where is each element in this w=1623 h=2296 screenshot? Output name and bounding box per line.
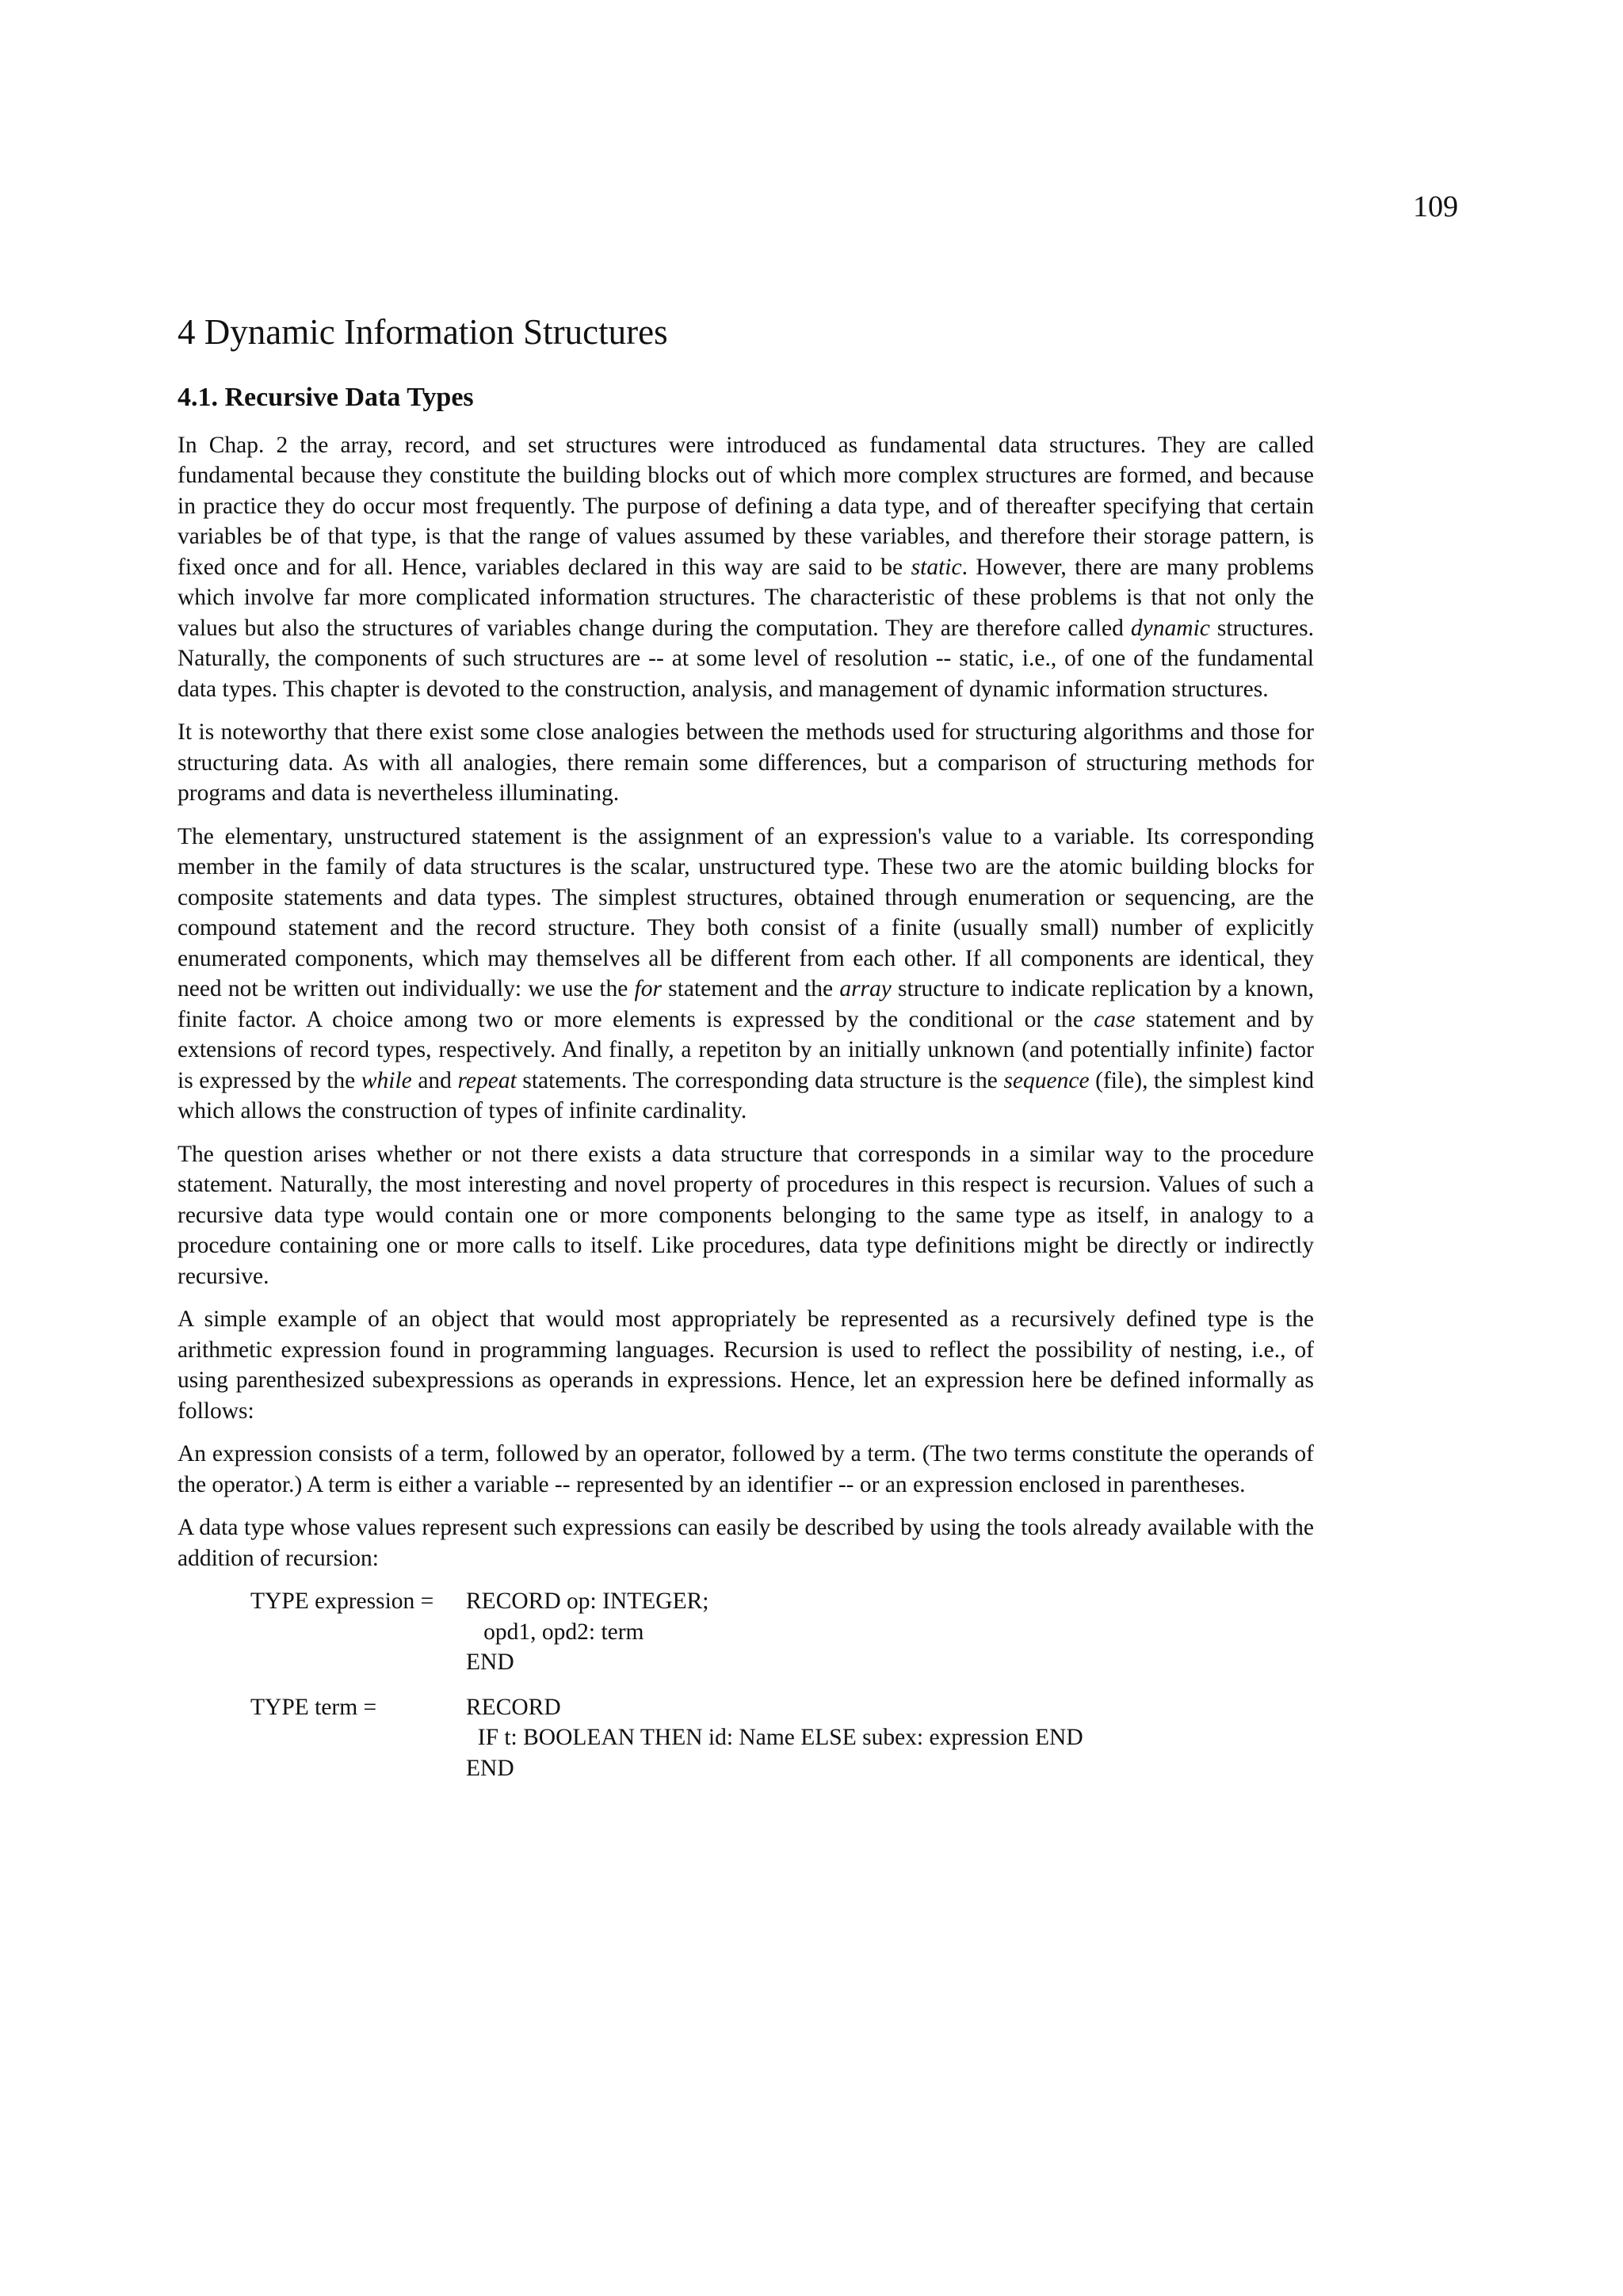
paragraph-text: The elementary, unstructured statement is the assignment of an expression's value to a variable. Its corresponding member in the family of data structures is the scalar, unstructured type. These two are the atomic building blocks for composite statements and data types. The simplest structures, obtained through enumeration or sequencing, are the compound statement and the record structure. They both consist of a finite (usually small) number of explicitly enumerated components, which may themselves all be different from each other. If all components are identical, they need not be written out individually: we use the — [178, 823, 1314, 1002]
paragraph — [178, 1139, 1314, 1292]
emphasis-text: static — [911, 554, 962, 580]
paragraph-text: The question arises whether or not there exists a data structure that corresponds in a similar way to the procedure statement. Naturally, the most interesting and novel property of procedures in this respect is recursion. Values of such a recursive data type would contain one or more components belonging to the same type as itself, in analogy to a procedure containing one or more calls to itself. Like procedures, data type definitions might be directly or indirectly recursive. — [178, 1141, 1314, 1289]
paragraph — [178, 1439, 1314, 1500]
paragraph-text: . However, there are many problems which involve far more complicated information structures. The characteristic of these problems is that not only the values but also the structures of variables change during the computation. They are therefore called — [178, 554, 1314, 641]
paragraph — [178, 1304, 1314, 1426]
paragraph-text: and — [411, 1067, 458, 1093]
paragraph — [178, 430, 1314, 705]
section-title: 4.1. Recursive Data Types — [178, 383, 474, 412]
paragraph-text: (file), the simplest kind which allows the construction of types of infinite cardinality. — [178, 1067, 1315, 1124]
paragraph-text: It is noteworthy that there exist some close analogies between the methods used for structuring algorithms and those for structuring data. As with all analogies, there remain some differences, but a comparison of structuring methods for programs and data is nevertheless illuminating. — [178, 719, 1314, 807]
type-definition — [466, 1586, 1314, 1678]
code-line: RECORD — [466, 1694, 561, 1720]
chapter-title: 4 Dynamic Information Structures — [178, 312, 668, 352]
type-name: TYPE expression = — [250, 1589, 434, 1615]
paragraph-text: statement and by extensions of record types, respectively. And finally, a repetiton by an initially unknown (and potentially infinite) factor is expressed by the — [178, 1006, 1315, 1093]
paragraph-text: structures. Naturally, the components of such structures are -- at some level of resolution -- static, i.e., of one of the fundamental data types. This chapter is devoted to the construction, analysis, and management of dynamic information structures. — [178, 615, 1314, 702]
emphasis-text: case — [1094, 1006, 1136, 1032]
emphasis-text: repeat — [457, 1067, 517, 1093]
emphasis-text: dynamic — [1130, 615, 1210, 641]
type-name: TYPE term = — [250, 1694, 377, 1720]
body-text — [178, 430, 1314, 1574]
page-content — [178, 311, 1314, 1798]
code-line: IF t: BOOLEAN THEN id: Name ELSE subex: expression END — [466, 1725, 1083, 1751]
code-line: opd1, opd2: term — [466, 1619, 644, 1645]
emphasis-text: array — [839, 976, 892, 1002]
type-declaration — [250, 1586, 1314, 1678]
code-line: END — [466, 1650, 514, 1676]
paragraph-text: An expression consists of a term, followed by an operator, followed by a term. (The two terms constitute the operands of the operator.) A term is either a variable -- represented by an identifier -- or an expression enclosed in parentheses. — [178, 1441, 1314, 1497]
paragraph-text: statements. The corresponding data structure is the — [516, 1067, 1004, 1093]
type-declaration — [250, 1692, 1314, 1784]
code-line: END — [466, 1755, 514, 1781]
paragraph-text: statement and the — [661, 976, 840, 1002]
emphasis-text: sequence — [1003, 1067, 1090, 1093]
paragraph — [178, 822, 1314, 1127]
paragraph — [178, 1512, 1314, 1573]
page-number: 109 — [1413, 190, 1458, 223]
paragraph-text: In Chap. 2 the array, record, and set structures were introduced as fundamental data structures. They are called fundamental because they constitute the building blocks out of which more complex structures are formed, and because in practice they do occur most frequently. The purpose of defining a data type, and of thereafter specifying that certain variables be of that type, is that the range of values assumed by these variables, and therefore their storage pattern, is fixed once and for all. Hence, variables declared in this way are said to be — [178, 432, 1314, 580]
paragraph-text: A data type whose values represent such expressions can easily be described by using the tools already available with the addition of recursion: — [178, 1515, 1314, 1571]
type-definition — [466, 1692, 1314, 1784]
code-line: RECORD op: INTEGER; — [466, 1589, 709, 1615]
emphasis-text: while — [361, 1067, 412, 1093]
paragraph-text: A simple example of an object that would most appropriately be represented as a recursively defined type is the arithmetic expression found in programming languages. Recursion is used to reflect the possibility of nesting, i.e., of using parenthesized subexpressions as operands in expressions. Hence, let an expression here be defined informally as follows: — [178, 1306, 1314, 1424]
emphasis-text: for — [634, 976, 662, 1002]
paragraph — [178, 717, 1314, 809]
code-listing — [250, 1586, 1314, 1783]
paragraph-text: structure to indicate replication by a known, finite factor. A choice among two or more elements is expressed by the conditional or the — [178, 976, 1314, 1032]
